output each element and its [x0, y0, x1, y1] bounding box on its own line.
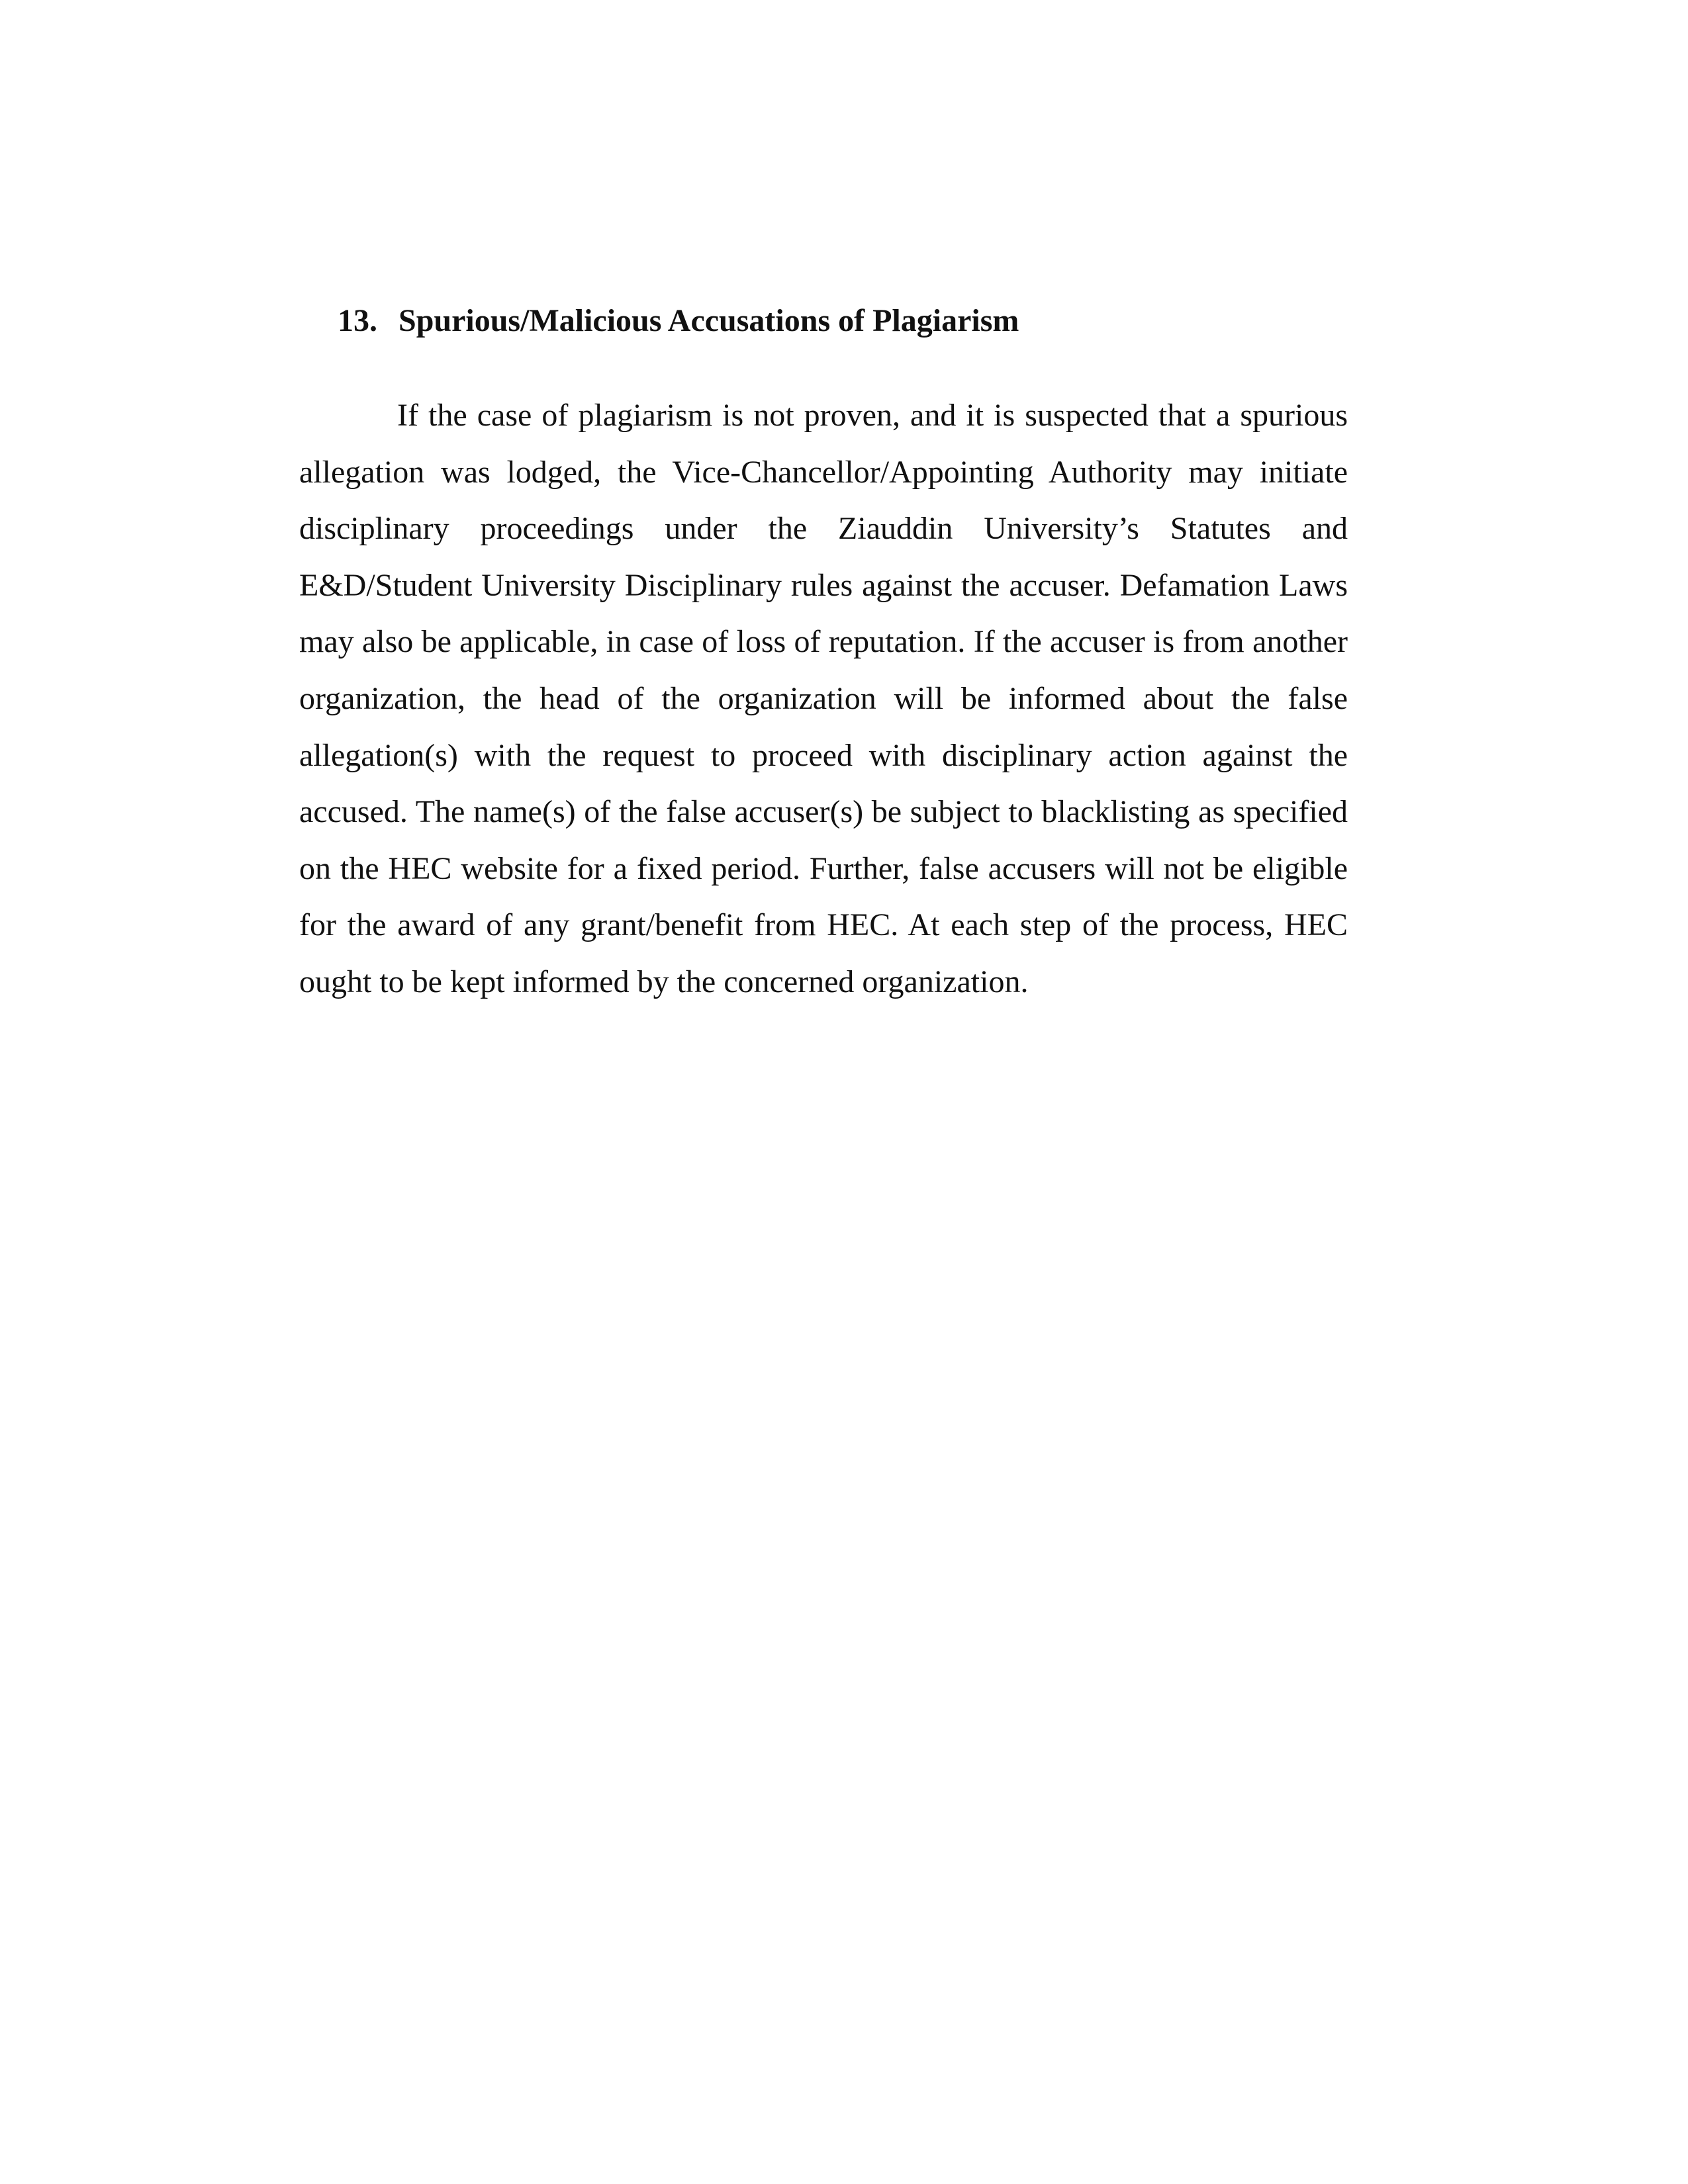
section-paragraph: If the case of plagiarism is not proven, and it is suspected that a spurious allegation was lodged, the Vice-Chancellor/Appointing Authority may initiate disciplinary proceedings under the Ziauddin University’s Statutes and E&D/Student University Disciplinary rules against the accuser. Defamation Laws may also be applicable, in case of loss of reputation. If the accuser is from another organization, the head of the organization will be informed about the false allegation(s) with the request to proceed with disciplinary action against the accused. The name(s) of the false accuser(s) be subject to blacklisting as specified on the HEC website for a fixed period. Further, false accusers will not be eligible for the award of any grant/benefit from HEC. At each step of the process, HEC ought to be kept informed by the concerned organization.: [299, 398, 1348, 999]
section-heading: [338, 301, 1397, 341]
section-number: 13.: [338, 303, 377, 338]
section-title: Spurious/Malicious Accusations of Plagiarism: [399, 303, 1019, 338]
